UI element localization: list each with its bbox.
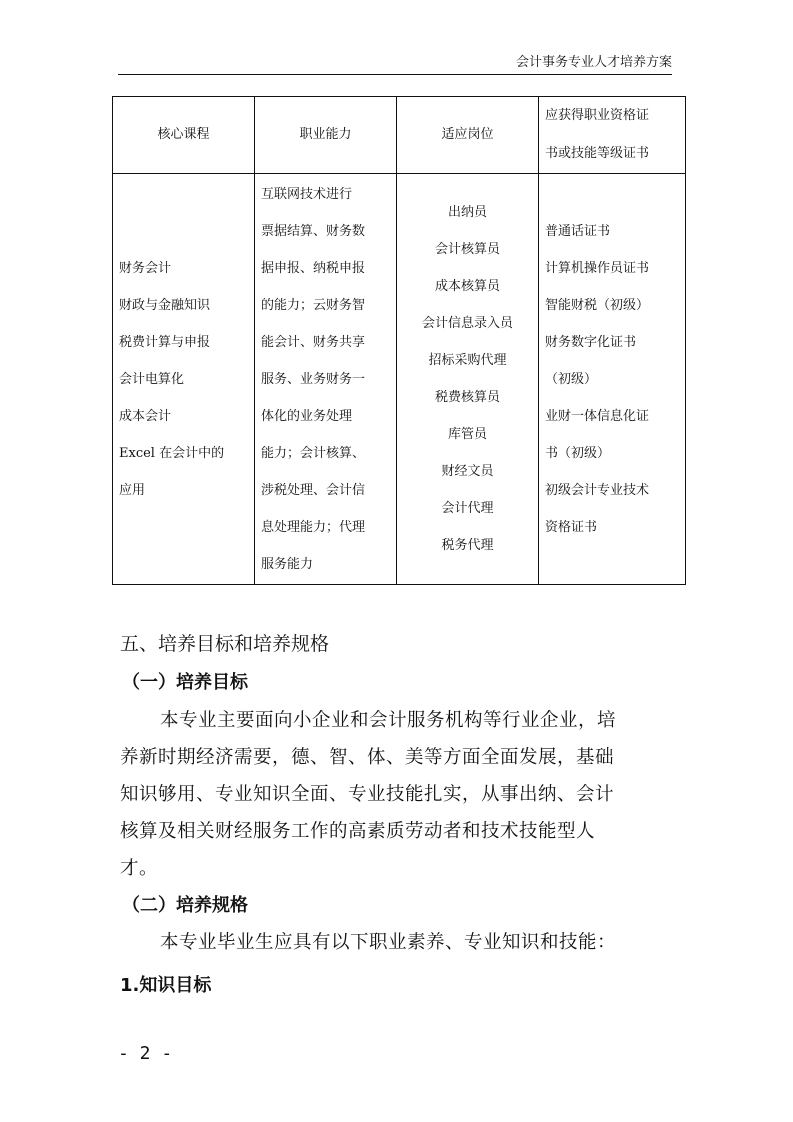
paragraph-line: 核算及相关财经服务工作的高素质劳动者和技术技能型人 bbox=[120, 821, 596, 842]
certificate-line: 资格证书 bbox=[545, 519, 598, 535]
position-item: 税务代理 bbox=[441, 538, 494, 553]
table-row bbox=[113, 174, 686, 585]
header-vocational-ability: 职业能力 bbox=[255, 97, 397, 174]
certificate-line: 财务数字化证书 bbox=[545, 334, 637, 350]
certificate-line: 普通话证书 bbox=[545, 223, 611, 239]
ability-line: 票据结算、财务数 bbox=[261, 223, 366, 239]
header-cert-line: 书或技能等级证书 bbox=[545, 146, 650, 161]
paragraph-line: 本专业主要面向小企业和会计服务机构等行业企业，培 bbox=[160, 710, 617, 731]
certificate-line: 书（初级） bbox=[545, 445, 611, 461]
header-certificates bbox=[539, 97, 686, 174]
course-item: 应用 bbox=[119, 482, 146, 498]
header-suitable-positions: 适应岗位 bbox=[397, 97, 539, 174]
table-header-row bbox=[113, 97, 686, 174]
ability-line: 涉税处理、会计信 bbox=[261, 482, 366, 498]
section-title: 五、培养目标和培养规格 bbox=[120, 633, 330, 655]
certificate-line: 初级会计专业技术 bbox=[545, 482, 650, 498]
paragraph-line: 才。 bbox=[120, 858, 159, 879]
ability-line: 服务、业务财务一 bbox=[261, 371, 366, 387]
cell-vocational-ability bbox=[255, 174, 397, 585]
course-item: 财务会计 bbox=[119, 260, 172, 276]
position-item: 库管员 bbox=[447, 427, 487, 442]
course-item: 财政与金融知识 bbox=[119, 297, 211, 313]
specs-paragraph bbox=[120, 924, 672, 961]
ability-line: 能会计、财务共享 bbox=[261, 334, 366, 350]
position-item: 税费核算员 bbox=[434, 390, 500, 405]
running-header: 会计事务专业人才培养方案 bbox=[118, 54, 672, 75]
subsection-title-specs: （二）培养规格 bbox=[122, 895, 248, 916]
cell-certificates bbox=[539, 174, 686, 585]
ability-line: 息处理能力；代理 bbox=[261, 519, 366, 535]
position-item: 会计核算员 bbox=[434, 242, 500, 257]
certificate-line: （初级） bbox=[545, 371, 598, 387]
cell-core-courses bbox=[113, 174, 255, 585]
course-item: 会计电算化 bbox=[119, 371, 185, 387]
cell-suitable-positions bbox=[397, 174, 539, 585]
position-item: 财经文员 bbox=[441, 464, 494, 479]
certificate-line: 智能财税（初级） bbox=[545, 297, 650, 313]
knowledge-goals-title: 1.知识目标 bbox=[120, 975, 212, 996]
paragraph-line: 养新时期经济需要，德、智、体、美等方面全面发展，基础 bbox=[120, 747, 615, 768]
certificate-line: 业财一体信息化证 bbox=[545, 408, 650, 424]
course-item: Excel 在会计中的 bbox=[119, 445, 225, 461]
paragraph-line: 本专业毕业生应具有以下职业素养、专业知识和技能： bbox=[160, 932, 617, 953]
course-table bbox=[112, 96, 686, 585]
header-core-courses: 核心课程 bbox=[113, 97, 255, 174]
ability-line: 体化的业务处理 bbox=[261, 408, 353, 424]
ability-line: 能力；会计核算、 bbox=[261, 445, 366, 461]
subsection-title-goals: （一）培养目标 bbox=[122, 672, 248, 693]
ability-line: 互联网技术进行 bbox=[261, 186, 353, 202]
course-item: 成本会计 bbox=[119, 408, 172, 424]
position-item: 会计信息录入员 bbox=[421, 316, 513, 331]
certificate-line: 计算机操作员证书 bbox=[545, 260, 650, 276]
paragraph-line: 知识够用、专业知识全面、专业技能扎实，从事出纳、会计 bbox=[120, 784, 615, 805]
goals-paragraph bbox=[120, 702, 672, 887]
position-item: 招标采购代理 bbox=[428, 353, 507, 368]
page-number: - 2 - bbox=[118, 1043, 173, 1064]
ability-line: 服务能力 bbox=[261, 556, 314, 572]
position-item: 出纳员 bbox=[447, 205, 487, 220]
ability-line: 据申报、纳税申报 bbox=[261, 260, 366, 276]
position-item: 成本核算员 bbox=[434, 279, 500, 294]
header-cert-line: 应获得职业资格证 bbox=[545, 108, 650, 123]
position-item: 会计代理 bbox=[441, 501, 494, 516]
ability-line: 的能力；云财务智 bbox=[261, 297, 366, 313]
course-item: 税费计算与申报 bbox=[119, 334, 211, 350]
